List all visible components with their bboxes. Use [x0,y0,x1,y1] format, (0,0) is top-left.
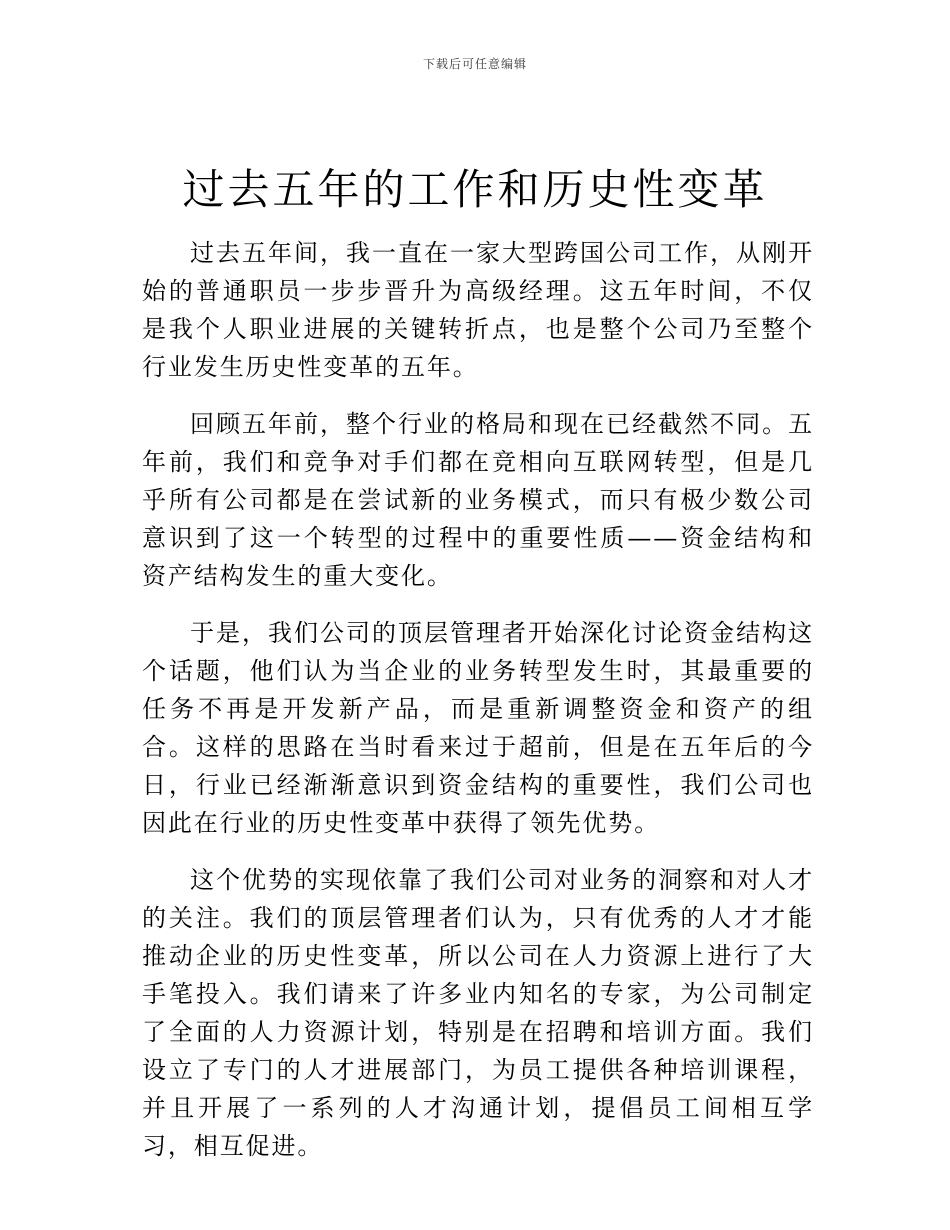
document-title: 过去五年的工作和历史性变革 [182,165,768,214]
body-paragraph-3: 于是，我们公司的顶层管理者开始深化讨论资金结构这个话题，他们认为当企业的业务转型发生时，其最重要的任务不再是开发新产品，而是重新调整资金和资产的组合。这样的思路在当时看来过于超前，但是在五年后的今日，行业已经渐渐意识到资金结构的重要性，我们公司也因此在行业的历史性变革中获得了领先优势。 [142,619,814,837]
body-paragraph-2: 回顾五年前，整个行业的格局和现在已经截然不同。五年前，我们和竞争对手们都在竞相向互联网转型，但是几乎所有公司都是在尝试新的业务模式，而只有极少数公司意识到了这一个转型的过程中的重要性质——资金结构和资产结构发生的重大变化。 [142,410,814,590]
page-header-note: 下载后可任意编辑 [422,57,527,71]
document-body [142,234,814,1184]
body-paragraph-4: 这个优势的实现依靠了我们公司对业务的洞察和对人才的关注。我们的顶层管理者们认为，只有优秀的人才才能推动企业的历史性变革，所以公司在人力资源上进行了大手笔投入。我们请来了许多业内知名的专家，为公司制定了全面的人力资源计划，特别是在招聘和培训方面。我们设立了专门的人才进展部门，为员工提供各种培训课程，并且开展了一系列的人才沟通计划，提倡员工间相互学习，相互促进。 [142,866,814,1160]
body-paragraph-1: 过去五年间，我一直在一家大型跨国公司工作，从刚开始的普通职员一步步晋升为高级经理。这五年时间，不仅是我个人职业进展的关键转折点，也是整个公司乃至整个行业发生历史性变革的五年。 [142,239,814,381]
